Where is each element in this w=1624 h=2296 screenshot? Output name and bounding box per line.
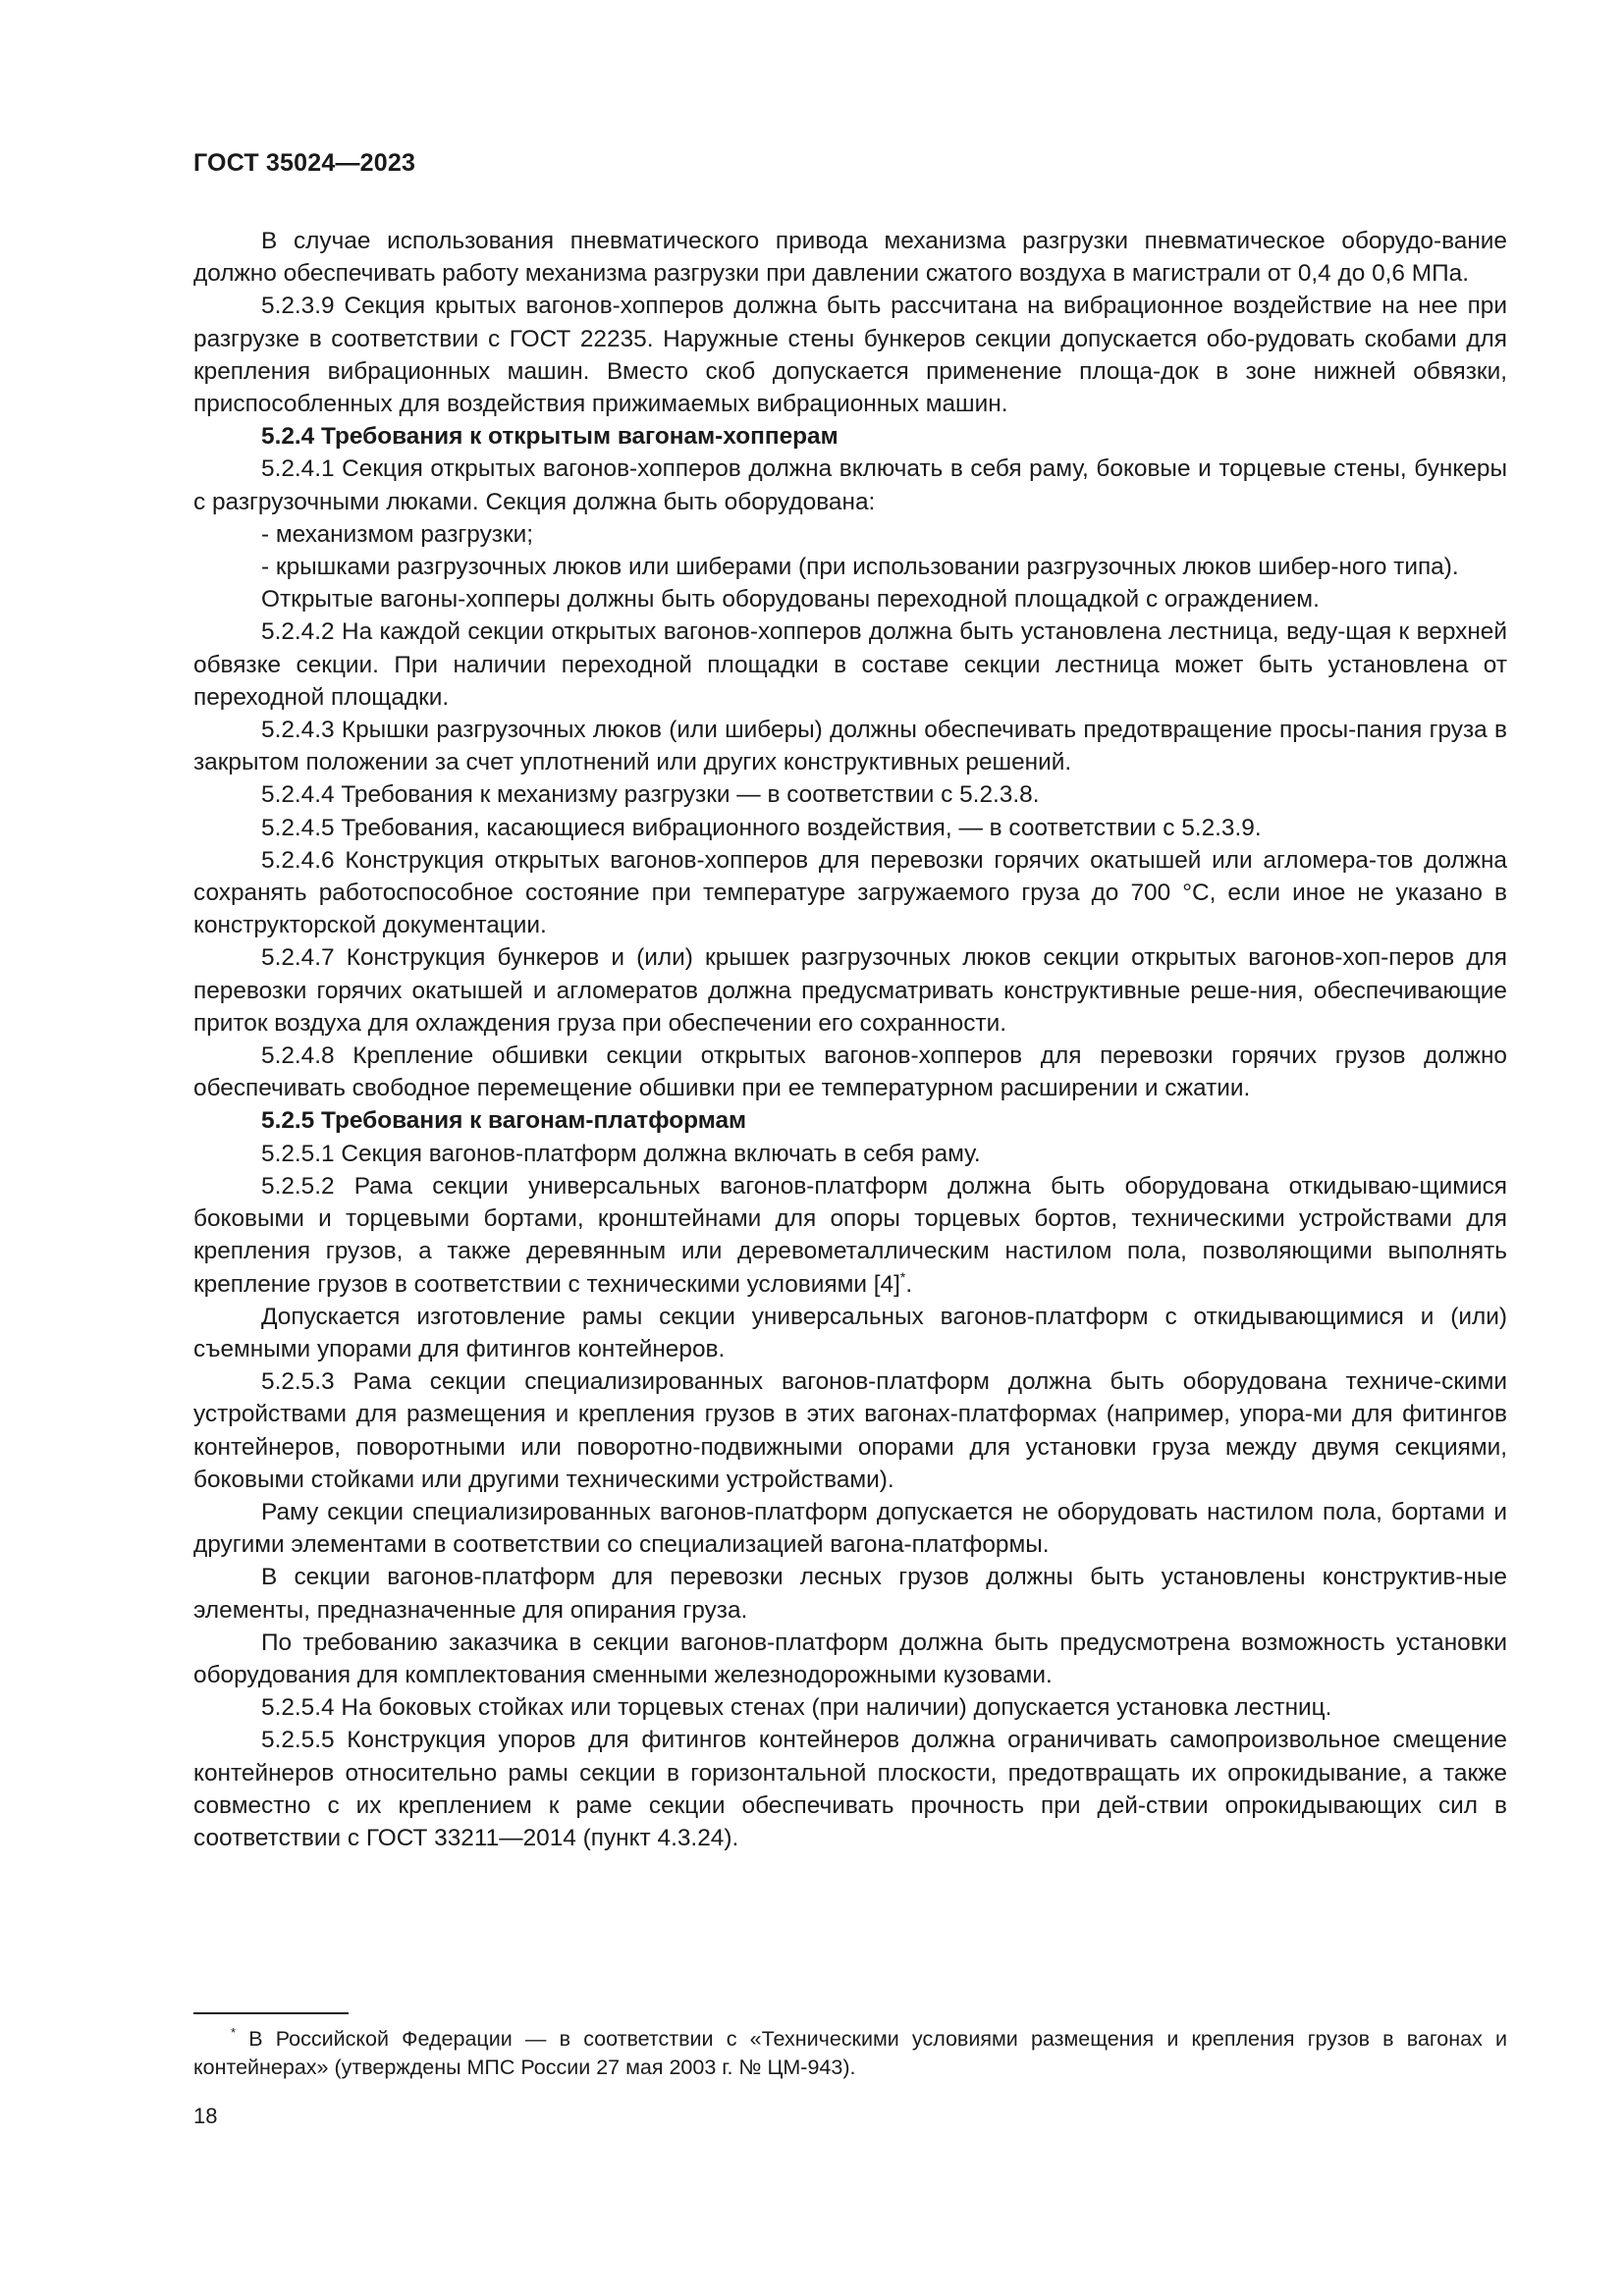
paragraph: Раму секции специализированных вагонов-платформ допускается не оборудовать настилом пола, бортами и другими элементами в соответствии со специализацией вагона-платформы. [193, 1498, 1507, 1559]
footnote [193, 2025, 1507, 2082]
clause-5-2-5-2 [193, 1170, 1507, 1301]
footnote-marker: * [231, 2025, 237, 2040]
clause-text-tail: . [905, 1270, 913, 1298]
paragraph: В случае использования пневматического привода механизма разгрузки пневматическое оборудо-вание должно обеспечивать работу механизма разгрузки при давлении сжатого воздуха в магистрали от 0,4 до 0,6 МПа. [193, 228, 1507, 288]
clause-5-2-3-9: 5.2.3.9 Секция крытых вагонов-хопперов должна быть рассчитана на вибрационное воздействие на нее при разгрузке в соответствии с ГОСТ 22235. Наружные стены бункеров секции допускается обо-рудовать скобами для крепления вибрационных машин. Вместо скоб допускается применение площа-док в зоне нижней обвязки, приспособленных для воздействия прижимаемых вибрационных машин. [193, 293, 1507, 418]
list-item: - крышками разгрузочных люков или шиберами (при использовании разгрузочных люков шибер-ного типа). [261, 554, 1459, 581]
section-heading-5-2-4: 5.2.4 Требования к открытым вагонам-хопперам [261, 423, 839, 451]
clause-5-2-4-5: 5.2.4.5 Требования, касающиеся вибрационного воздействия, — в соответствии с 5.2.3.9. [261, 814, 1262, 841]
clause-5-2-4-4: 5.2.4.4 Требования к механизму разгрузки — в соответствии с 5.2.3.8. [261, 781, 1040, 809]
body-text [193, 225, 1507, 1854]
clause-text: 5.2.5.2 Рама секции универсальных вагонов-платформ должна быть оборудована откидываю-щимися боковыми и торцевыми бортами, кронштейнами для опоры торцевых бортов, техническими устройствами для крепления грузов, а также деревянным или деревометаллическим настилом пола, позволяющими выполнять крепление грузов в соответствии с техническими условиями [4] [193, 1172, 1507, 1298]
clause-5-2-5-1: 5.2.5.1 Секция вагонов-платформ должна включать в себя раму. [261, 1140, 981, 1167]
clause-5-2-5-4: 5.2.5.4 На боковых стойках или торцевых стенах (при наличии) допускается установка лестниц. [261, 1694, 1332, 1722]
section-heading-5-2-5: 5.2.5 Требования к вагонам-платформам [261, 1107, 747, 1135]
paragraph: Допускается изготовление рамы секции универсальных вагонов-платформ с откидывающимися и (или) съемными упорами для фитингов контейнеров. [193, 1303, 1507, 1362]
clause-5-2-4-1: 5.2.4.1 Секция открытых вагонов-хопперов должна включать в себя раму, боковые и торцевые стены, бункеры с разгрузочными люками. Секция должна быть оборудована: [193, 455, 1507, 515]
paragraph: В секции вагонов-платформ для перевозки лесных грузов должны быть установлены конструктив-ные элементы, предназначенные для опирания груза. [193, 1564, 1507, 1624]
footnote-separator-line [193, 2012, 349, 2014]
clause-5-2-5-5: 5.2.5.5 Конструкция упоров для фитингов контейнеров должна ограничивать самопроизвольное смещение контейнеров относительно рамы секции в горизонтальной плоскости, предотвращать их опрокидывание, а также совместно с их креплением к раме секции обеспечивать прочность при дей-ствии опрокидывающих сил в соответствии с ГОСТ 33211—2014 (пункт 4.3.24). [193, 1727, 1507, 1851]
clause-5-2-4-6: 5.2.4.6 Конструкция открытых вагонов-хопперов для перевозки горячих окатышей или агломера-тов должна сохранять работоспособное состояние при температуре загружаемого груза до 700 °С, если иное не указано в конструкторской документации. [193, 846, 1507, 939]
list-item: - механизмом разгрузки; [261, 520, 534, 548]
clause-5-2-4-8: 5.2.4.8 Крепление обшивки секции открытых вагонов-хопперов для перевозки горячих грузов должно обеспечивать свободное перемещение обшивки при ее температурном расширении и сжатии. [193, 1042, 1507, 1102]
footnote-text: В Российской Федерации — в соответствии с «Техническими условиями размещения и крепления грузов в вагонах и контейнерах» (утверждены МПС России 27 мая 2003 г. № ЦМ-943). [193, 2027, 1507, 2079]
clause-5-2-4-7: 5.2.4.7 Конструкция бункеров и (или) крышек разгрузочных люков секции открытых вагонов-хоп-перов для перевозки горячих окатышей и агломератов должна предусматривать конструктивные реше-ния, обеспечивающие приток воздуха для охлаждения груза при обеспечении его сохранности. [193, 944, 1507, 1037]
paragraph: Открытые вагоны-хопперы должны быть оборудованы переходной площадкой с ограждением. [261, 586, 1320, 614]
clause-5-2-4-3: 5.2.4.3 Крышки разгрузочных люков (или шиберы) должны обеспечивать предотвращение просы-пания груза в закрытом положении за счет уплотнений или других конструктивных решений. [193, 717, 1507, 776]
paragraph: По требованию заказчика в секции вагонов-платформ должна быть предусмотрена возможность установки оборудования для комплектования сменными железнодорожными кузовами. [193, 1629, 1507, 1688]
page-number: 18 [193, 2104, 218, 2128]
page-header-standard-code: ГОСТ 35024—2023 [193, 149, 416, 177]
clause-5-2-4-2: 5.2.4.2 На каждой секции открытых вагонов-хопперов должна быть установлена лестница, веду-щая к верхней обвязке секции. При наличии переходной площадки в составе секции лестница может быть установлена от переходной площадки. [193, 618, 1507, 711]
footnote-reference-marker: * [899, 1268, 906, 1285]
clause-5-2-5-3: 5.2.5.3 Рама секции специализированных вагонов-платформ должна быть оборудована техниче-скими устройствами для размещения и крепления грузов в этих вагонах-платформах (например, упора-ми для фитингов контейнеров, поворотными или поворотно-подвижными опорами для установки груза между двумя секциями, боковыми стойками или другими техническими устройствами). [193, 1368, 1507, 1493]
